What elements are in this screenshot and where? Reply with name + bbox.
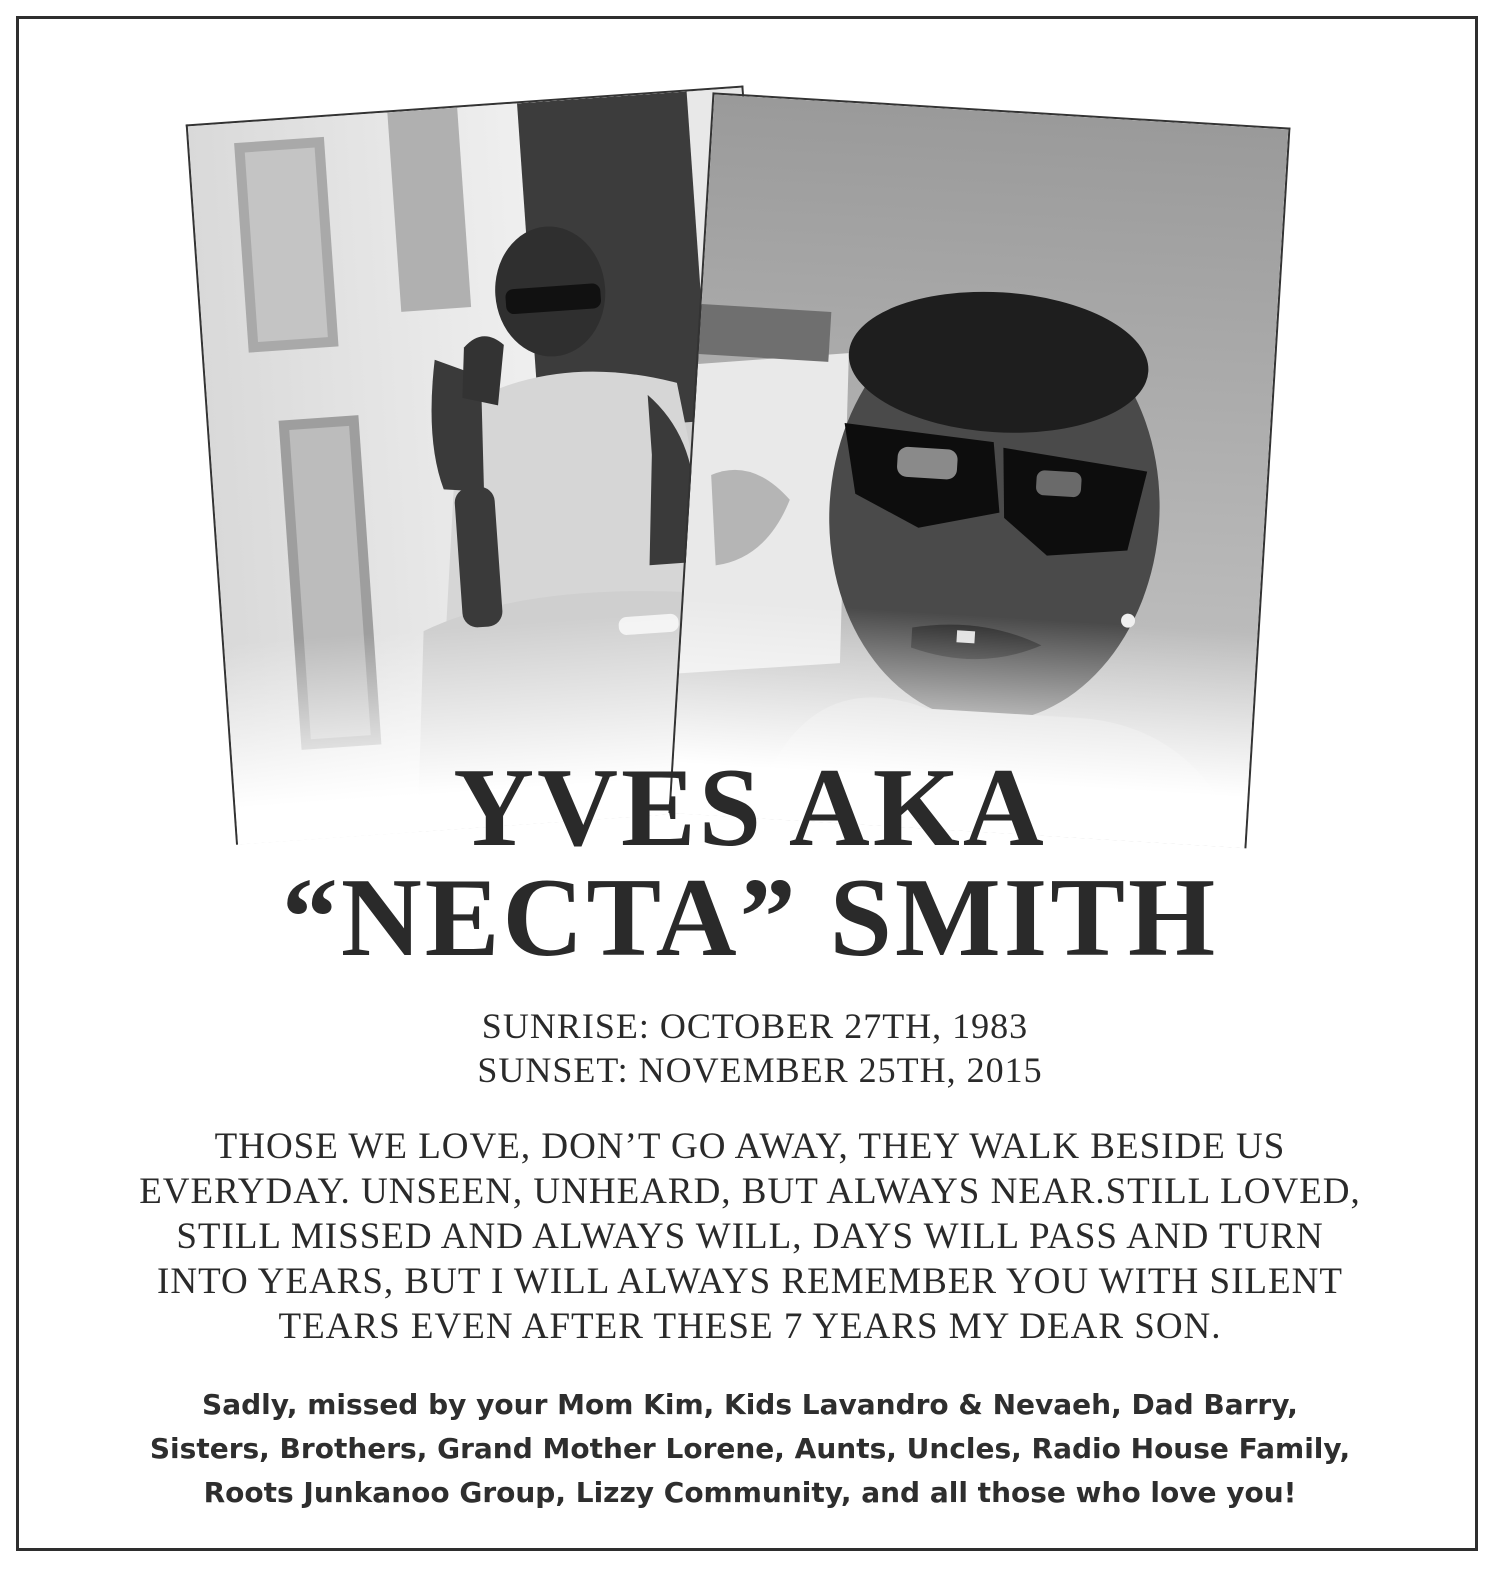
verse-line: INTO YEARS, BUT I WILL ALWAYS REMEMBER YOU WITH SILENT [157,1261,1343,1302]
name-line-2: “NECTA” SMITH [281,856,1219,980]
memorial-verse [80,1124,1420,1349]
sunrise-date: SUNRISE: OCTOBER 27TH, 1983 [481,1006,1029,1046]
missed-by-line: Roots Junkanoo Group, Lizzy Community, and all those who love you! [203,1476,1297,1509]
photo-car-selfie [668,92,1290,848]
verse-line: TEARS EVEN AFTER THESE 7 YEARS MY DEAR SON. [278,1306,1222,1347]
name-line-1: YVES AKA [453,746,1047,870]
verse-line: THOSE WE LOVE, DON’T GO AWAY, THEY WALK BESIDE US [214,1126,1286,1167]
missed-by-text [40,1383,1460,1515]
verse-line: STILL MISSED AND ALWAYS WILL, DAYS WILL PASS AND TURN [176,1216,1324,1257]
missed-by-line: Sisters, Brothers, Grand Mother Lorene, Aunts, Uncles, Radio House Family, [149,1432,1351,1465]
missed-by-line: Sadly, missed by your Mom Kim, Kids Lavandro & Nevaeh, Dad Barry, [202,1388,1298,1421]
verse-line: EVERYDAY. UNSEEN, UNHEARD, BUT ALWAYS NEAR.STILL LOVED, [139,1171,1361,1212]
sunset-date: SUNSET: NOVEMBER 25TH, 2015 [477,1050,1043,1090]
